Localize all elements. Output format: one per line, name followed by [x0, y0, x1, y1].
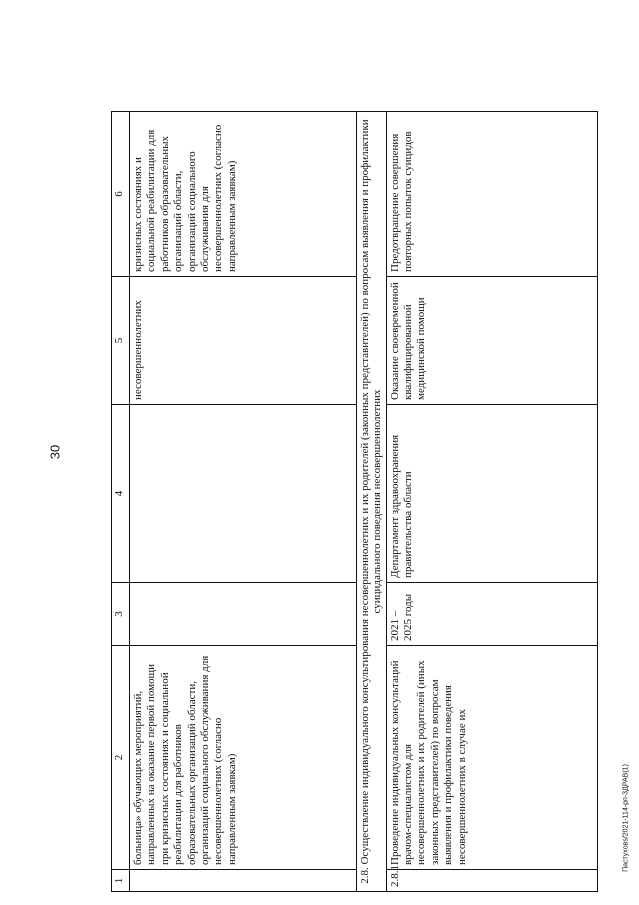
cell-result: несовершеннолетних: [130, 277, 357, 405]
header-cell-4: 4: [112, 405, 130, 583]
cell-number: 2.8.1: [386, 870, 597, 892]
header-cell-5: 5: [112, 277, 130, 405]
header-cell-6: 6: [112, 112, 130, 277]
header-cell-1: 1: [112, 870, 130, 892]
section-row: [357, 112, 387, 892]
table-row-continuation: [130, 112, 357, 892]
header-cell-3: 3: [112, 583, 130, 646]
cell-executor: [130, 405, 357, 583]
measures-table: [111, 111, 598, 892]
cell-term: [130, 583, 357, 646]
header-row: [112, 112, 130, 892]
cell-goal: Предотвращение совершения повторных попыток суицидов: [386, 112, 597, 277]
cell-measure: больница» обучающих мероприятий, направленных на оказание первой помощи при кризисных состояниях и социальной реабилитации для работников образовательных организаций области, организаций социального обслуживания для несовершеннолетних (согласно направленным заявкам): [130, 646, 357, 870]
document-id-footer: Пастуховs/2021-114-pп-3ДРАВ(1): [622, 764, 630, 872]
cell-executor: Департамент здравоохранения правительства области: [386, 405, 597, 583]
plan-table: [111, 112, 606, 892]
header-cell-2: 2: [112, 646, 130, 870]
cell-goal: кризисных состояниях и социальной реабилитации для работников образовательных организаций области, организаций социального обслуживания для несовершеннолетних (согласно направленным заявкам): [130, 112, 357, 277]
section-title: 2.8. Осуществление индивидуального консультирования несовершеннолетних и их родителей (законных представителей) по вопросам выявления и профилактики суицидального поведения несовершеннолетних: [357, 112, 387, 892]
cell-number: [130, 870, 357, 892]
cell-measure: Проведение индивидуальных консультаций врачом-специалистом для несовершеннолетних и их родителей (иных законных представителей) по вопросам выявления и профилактики поведения несовершеннолетних в случае их: [386, 646, 597, 870]
cell-result: Оказание своевременной квалифицированной медицинской помощи: [386, 277, 597, 405]
cell-term: 2021 – 2025 годы: [386, 583, 597, 646]
table-row-2-8-1: [386, 112, 597, 892]
page-number: 30: [47, 444, 63, 460]
